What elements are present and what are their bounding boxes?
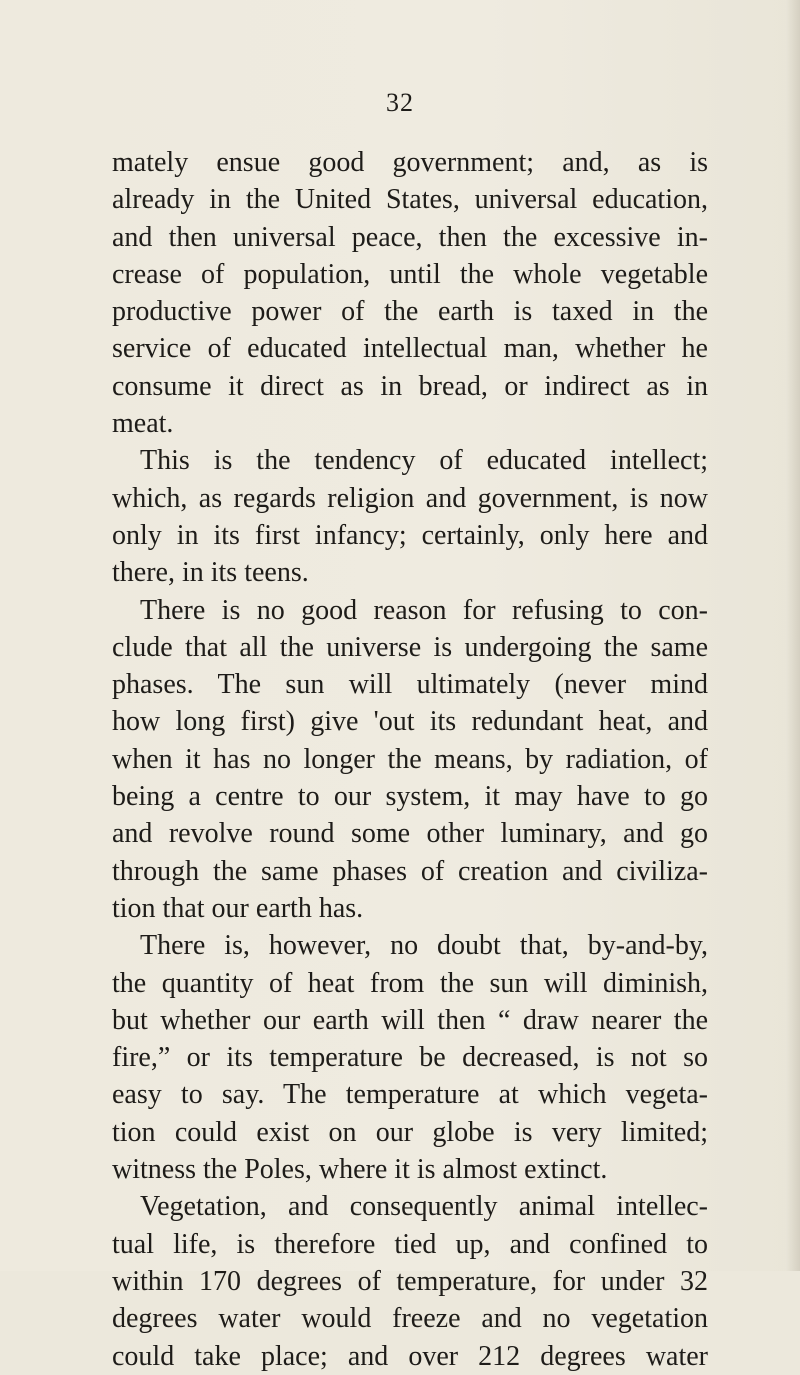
text-line: how long first) give 'out its redundant heat, and — [112, 706, 708, 738]
page-edge-shadow — [786, 0, 800, 1271]
text-line: already in the United States, universal education, — [112, 184, 708, 216]
text-line: phases. The sun will ultimately (never mind — [112, 669, 708, 701]
text-line: clude that all the universe is undergoing the same — [112, 631, 708, 663]
text-line: mately ensue good government; and, as is — [112, 147, 708, 178]
text-line: There is, however, no doubt that, by-and-by, — [140, 930, 708, 962]
body-text — [112, 144, 708, 1375]
text-line: tion that our earth has. — [112, 892, 364, 924]
text-line: and then universal peace, then the excessive in- — [112, 221, 708, 253]
text-line: within 170 degrees of temperature, for under 32 — [112, 1265, 708, 1297]
text-line: which, as regards religion and government, is now — [112, 482, 708, 514]
text-line: crease of population, until the whole vegetable — [112, 258, 708, 290]
text-line: tion could exist on our globe is very limited; — [112, 1116, 708, 1148]
text-line: Vegetation, and consequently animal intellec- — [140, 1191, 708, 1223]
text-line: but whether our earth will then “ draw nearer the — [112, 1004, 708, 1036]
text-line: the quantity of heat from the sun will diminish, — [112, 967, 708, 999]
text-line: through the same phases of creation and civiliza- — [112, 855, 708, 887]
text-line: tual life, is therefore tied up, and confined to — [112, 1228, 708, 1260]
text-line: service of educated intellectual man, whether he — [112, 333, 708, 365]
text-line: This is the tendency of educated intellect; — [140, 445, 708, 477]
text-line: degrees water would freeze and no vegetation — [112, 1303, 708, 1335]
text-line: and revolve round some other luminary, and go — [112, 818, 708, 850]
text-line: meat. — [112, 408, 174, 440]
text-line: consume it direct as in bread, or indirect as in — [112, 370, 708, 402]
text-line: easy to say. The temperature at which vegeta- — [112, 1079, 708, 1111]
text-line: There is no good reason for refusing to con- — [140, 594, 708, 626]
text-line: only in its first infancy; certainly, only here and — [112, 519, 708, 551]
text-line: productive power of the earth is taxed in the — [112, 296, 708, 328]
text-line: when it has no longer the means, by radiation, of — [112, 743, 708, 775]
text-line: fire,” or its temperature be decreased, is not so — [112, 1042, 708, 1074]
text-line: could take place; and over 212 degrees water — [112, 1340, 708, 1372]
page-number: 32 — [386, 88, 414, 117]
text-line: being a centre to our system, it may have to go — [112, 781, 708, 813]
text-line: there, in its teens. — [112, 557, 309, 589]
text-line: witness the Poles, where it is almost extinct. — [112, 1154, 608, 1186]
